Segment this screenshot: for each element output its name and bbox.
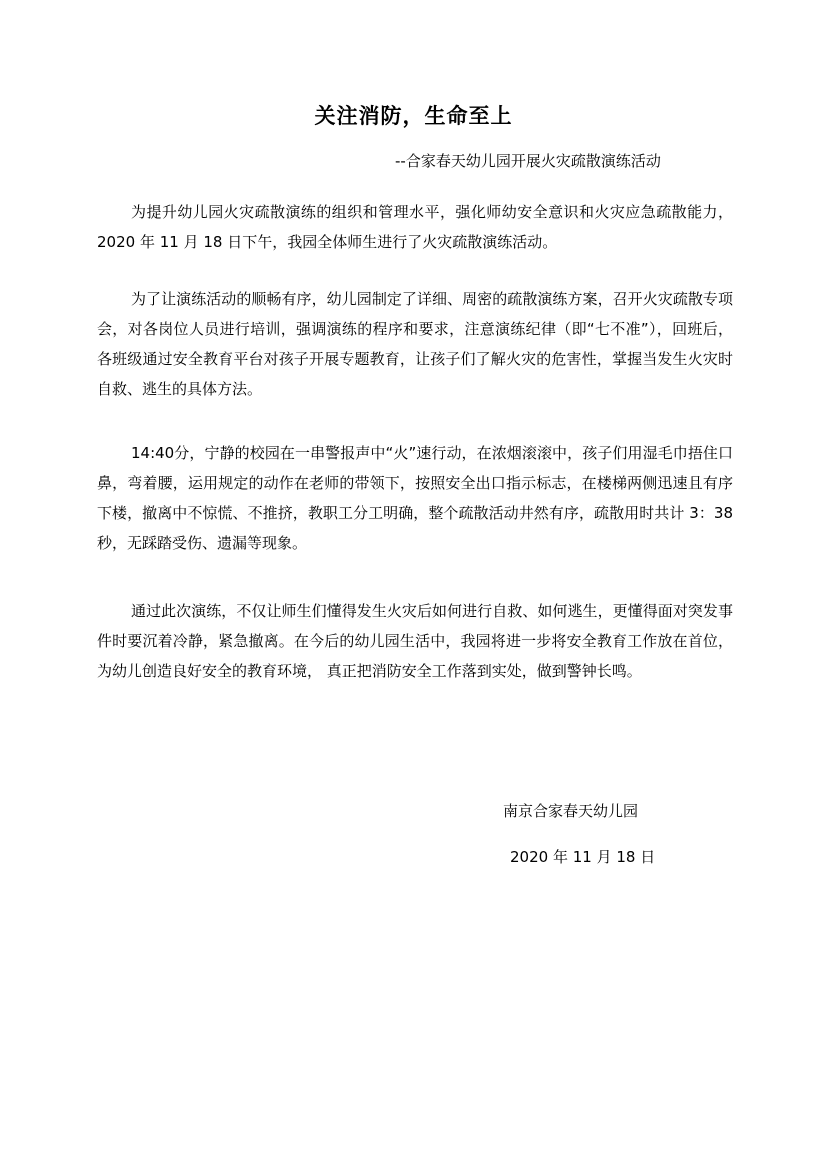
signature-organization: 南京合家春天幼儿园	[503, 802, 639, 820]
document-title: 关注消防，生命至上	[314, 103, 513, 128]
body-paragraph: 14:40分，宁静的校园在一串警报声中“火”速行动，在浓烟滚滚中，孩子们用湿毛巾捂住口鼻，弯着腰，运用规定的动作在老师的带领下，按照安全出口指示标志，在楼梯两侧迅速且有序下楼，撤离中不惊慌、不推挤，教职工分工明确，整个疏散活动井然有序，疏散用时共计 3：38 秒，无踩踏受伤、遗漏等现象。	[97, 444, 733, 552]
body-paragraph: 通过此次演练，不仅让师生们懂得发生火灾后如何进行自救、如何逃生，更懂得面对突发事件时要沉着冷静，紧急撤离。在今后的幼儿园生活中，我园将进一步将安全教育工作放在首位，为幼儿创造良好安全的教育环境， 真正把消防安全工作落到实处，做到警钟长鸣。	[97, 602, 733, 680]
signature-date: 2020 年 11 月 18 日	[510, 848, 656, 866]
body-paragraph: 为了让演练活动的顺畅有序，幼儿园制定了详细、周密的疏散演练方案，召开火灾疏散专项会，对各岗位人员进行培训，强调演练的程序和要求，注意演练纪律（即“七不准”），回班后，各班级通过安全教育平台对孩子开展专题教育，让孩子们了解火灾的危害性，掌握当发生火灾时自救、逃生的具体方法。	[97, 290, 733, 398]
body-paragraph: 为提升幼儿园火灾疏散演练的组织和管理水平，强化师幼安全意识和火灾应急疏散能力，2020 年 11 月 18 日下午，我园全体师生进行了火灾疏散演练活动。	[97, 203, 733, 251]
document-subtitle: --合家春天幼儿园开展火灾疏散演练活动	[395, 152, 661, 170]
